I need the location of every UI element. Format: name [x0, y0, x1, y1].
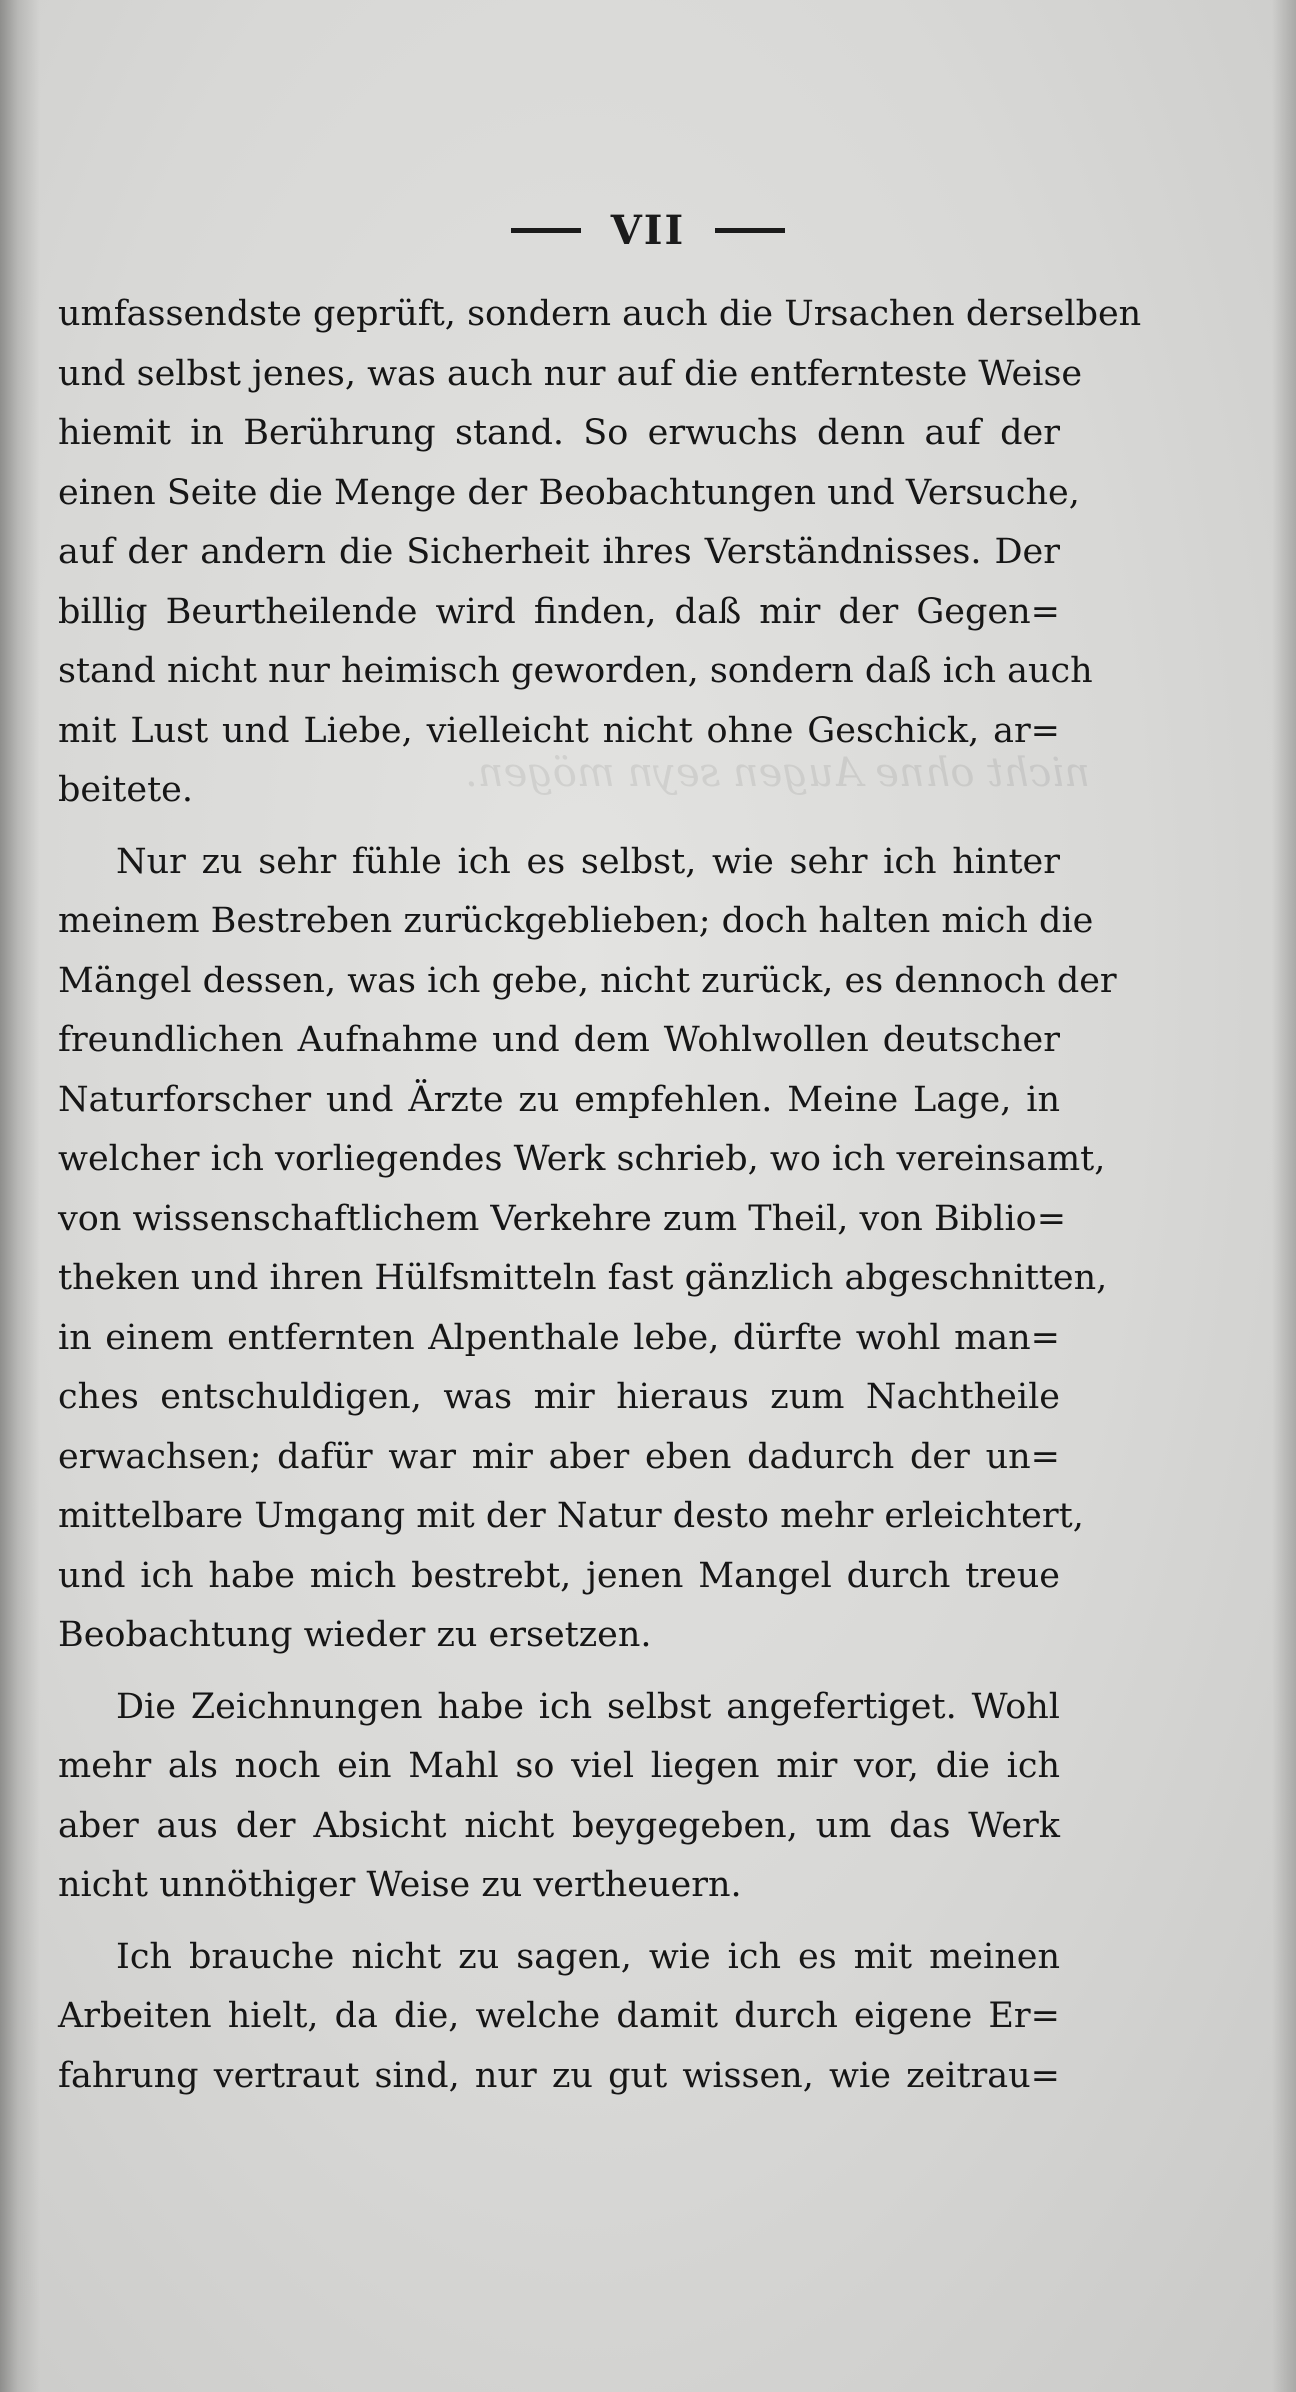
header-rule-left	[511, 228, 581, 233]
paragraph-gap	[58, 821, 1060, 833]
page-header	[0, 200, 1296, 260]
text-line: meinem Bestreben zurückgeblieben; doch halten mich die	[58, 901, 1094, 941]
text-line: stand nicht nur heimisch geworden, sondern daß ich auch	[58, 651, 1093, 691]
paragraph-gap	[58, 1666, 1060, 1678]
text-line: Arbeiten hielt, da die, welche damit durch eigene Er=	[58, 1996, 1060, 2036]
text-line: Naturforscher und Ärzte zu empfehlen. Meine Lage, in	[58, 1079, 1060, 1120]
text-line: hiemit in Berührung stand. So erwuchs denn auf der	[58, 413, 1060, 453]
text-line: einen Seite die Menge der Beobachtungen und Versuche,	[58, 472, 1080, 513]
text-line: Die Zeichnungen habe ich selbst angefertiget. Wohl	[116, 1686, 1060, 1727]
text-line: umfassendste geprüft, sondern auch die Ursachen derselben	[58, 294, 1142, 334]
body-text	[58, 285, 1142, 2106]
text-line: erwachsen; dafür war mir aber eben dadurch der un=	[58, 1436, 1060, 1477]
text-line: aber aus der Absicht nicht beygegeben, um das Werk	[58, 1805, 1060, 1846]
header-rule-right	[715, 228, 785, 233]
show-through-text: nicht ohne Augen seyn mögen.	[465, 750, 1090, 796]
text-line: mit Lust und Liebe, vielleicht nicht ohne Geschick, ar=	[58, 710, 1060, 751]
paragraph-gap	[58, 1916, 1060, 1928]
text-line: Ich brauche nicht zu sagen, wie ich es mit meinen	[116, 1936, 1060, 1977]
page-number: VII	[610, 206, 686, 254]
binding-shadow	[0, 0, 40, 2392]
text-line: fahrung vertraut sind, nur zu gut wissen, wie zeitrau=	[58, 2055, 1060, 2096]
text-line: mehr als noch ein Mahl so viel liegen mir vor, die ich	[58, 1746, 1060, 1786]
text-line: mittelbare Umgang mit der Natur desto mehr erleichtert,	[58, 1496, 1084, 1536]
text-line: nicht unnöthiger Weise zu vertheuern.	[58, 1865, 742, 1905]
text-line: von wissenschaftlichem Verkehre zum Theil, von Biblio=	[58, 1198, 1067, 1239]
text-line: ches entschuldigen, was mir hieraus zum Nachtheile	[58, 1377, 1060, 1417]
text-line: Nur zu sehr fühle ich es selbst, wie sehr ich hinter	[116, 841, 1060, 882]
text-line: freundlichen Aufnahme und dem Wohlwollen deutscher	[58, 1020, 1060, 1060]
text-line: auf der andern die Sicherheit ihres Verständnisses. Der	[58, 532, 1060, 572]
text-line: und ich habe mich bestrebt, jenen Mangel durch treue	[58, 1555, 1060, 1596]
text-line: in einem entfernten Alpenthale lebe, dürfte wohl man=	[58, 1317, 1060, 1358]
text-line: Beobachtung wieder zu ersetzen.	[58, 1615, 652, 1655]
text-line: und selbst jenes, was auch nur auf die entfernteste Weise	[58, 353, 1083, 394]
text-line: welcher ich vorliegendes Werk schrieb, wo ich vereinsamt,	[58, 1139, 1106, 1179]
text-line: beitete.	[58, 770, 193, 810]
text-line: theken und ihren Hülfsmitteln fast gänzlich abgeschnitten,	[58, 1258, 1108, 1298]
text-line: Mängel dessen, was ich gebe, nicht zurück, es dennoch der	[58, 960, 1117, 1001]
text-line: billig Beurtheilende wird finden, daß mir der Gegen=	[58, 591, 1060, 632]
page-edge	[1272, 0, 1296, 2392]
